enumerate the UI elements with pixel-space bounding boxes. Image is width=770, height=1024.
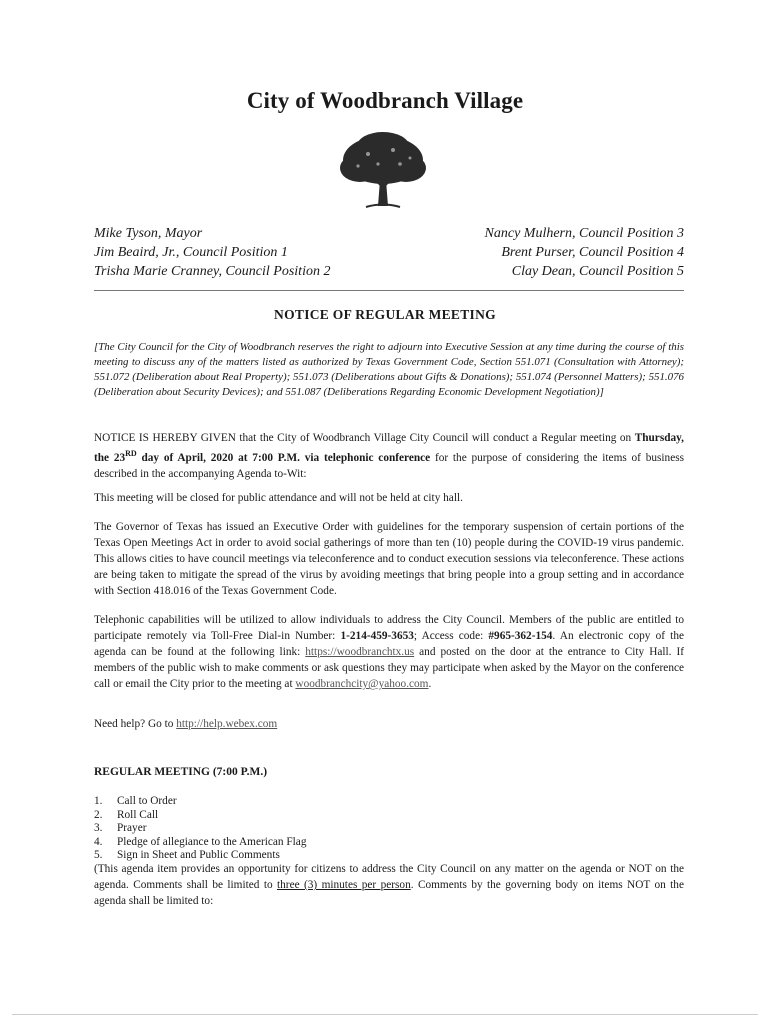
agenda-link[interactable]: https://woodbranchtx.us	[305, 646, 415, 658]
oak-tree-logo	[338, 130, 428, 212]
telephonic-paragraph: Telephonic capabilities will be utilized to allow individuals to address the City Council. Members of the public are entitled to participate remotely via Toll-Free Dial-in Number: 1-214-459-3653; Access code: #965-362-154. An electronic copy of the agenda can be found at the following link: https://woodbranchtx.us and posted on the door at the entrance to City Hall. If members of the public wish to make comments or ask questions they may participate when asked by the Mayor on the conference call or email the City prior to the meeting at woodbranchcity@yahoo.com.	[94, 614, 684, 690]
official-position-3: Nancy Mulhern, Council Position 3	[484, 226, 684, 241]
official-position-1: Jim Beaird, Jr., Council Position 1	[94, 245, 288, 260]
executive-session-notice: [The City Council for the City of Woodbranch reserves the right to adjourn into Executive Session at any time during the course of this meeting to discuss any of the matters listed as authorized by Texas Government Code, Section 551.071 (Consultation with Attorney); 551.072 (Deliberation about Real Property); 551.073 (Deliberations about Gifts & Donations); 551.074 (Personnel Matters); 551.076 (Deliberation about Security Devices); and 551.087 (Deliberations Regarding Economic Development Negotiation)]	[94, 341, 684, 398]
help-line: Need help? Go to http://help.webex.com	[94, 718, 278, 730]
closed-attendance-paragraph: This meeting will be closed for public attendance and will not be held at city hall.	[94, 492, 463, 504]
governor-order-paragraph: The Governor of Texas has issued an Executive Order with guidelines for the temporary suspension of certain portions of the Texas Open Meetings Act in order to avoid social gatherings of more than ten (10) people during the COVID-19 virus pandemic. This allows cities to have council meetings via teleconference and to conduct execution sessions via teleconference. These actions are being taken to mitigate the spread of the virus by avoiding meetings that bring people into a group setting and in accordance with Section 418.016 of the Texas Government Code.	[94, 521, 684, 597]
official-position-5: Clay Dean, Council Position 5	[511, 264, 684, 279]
regular-meeting-heading: REGULAR MEETING (7:00 P.M.)	[94, 766, 268, 778]
agenda-list	[94, 795, 684, 863]
officials-right	[485, 224, 684, 281]
official-position-2: Trisha Marie Cranney, Council Position 2	[94, 264, 331, 279]
page-title: City of Woodbranch Village	[246, 88, 524, 113]
notice-given-paragraph: NOTICE IS HEREBY GIVEN that the City of Woodbranch Village City Council will conduct a Regular meeting on Thursday, the 23RD day of April, 2020 at 7:00 P.M. via telephonic conference for the purpose of considering the items of business described in the accompanying Agenda to-Wit:	[94, 432, 685, 480]
official-position-4: Brent Purser, Council Position 4	[501, 245, 684, 260]
official-mayor: Mike Tyson, Mayor	[94, 226, 203, 241]
dial-in-number: 1-214-459-3653	[340, 630, 414, 642]
agenda-item: 1. Call to Order	[94, 795, 177, 807]
notice-heading: NOTICE OF REGULAR MEETING	[274, 307, 496, 322]
email-link[interactable]: woodbranchcity@yahoo.com	[295, 678, 429, 690]
agenda-item: 3. Prayer	[94, 822, 147, 834]
agenda-item: 2. Roll Call	[94, 808, 159, 821]
public-comment-note: (This agenda item provides an opportunity for citizens to address the City Council on any matter on the agenda or NOT on the agenda. Comments shall be limited to three (3) minutes per person. Comments by the governing body on items NOT on the agenda shall be limited to:	[94, 863, 684, 907]
officials-left	[94, 224, 330, 281]
header-divider	[94, 290, 684, 291]
access-code: #965-362-154	[488, 630, 553, 642]
agenda-item: 5. Sign in Sheet and Public Comments	[94, 849, 280, 861]
page-bottom-edge	[12, 1014, 758, 1015]
agenda-item: 4. Pledge of allegiance to the American Flag	[94, 835, 307, 848]
webex-help-link[interactable]: http://help.webex.com	[176, 718, 278, 730]
